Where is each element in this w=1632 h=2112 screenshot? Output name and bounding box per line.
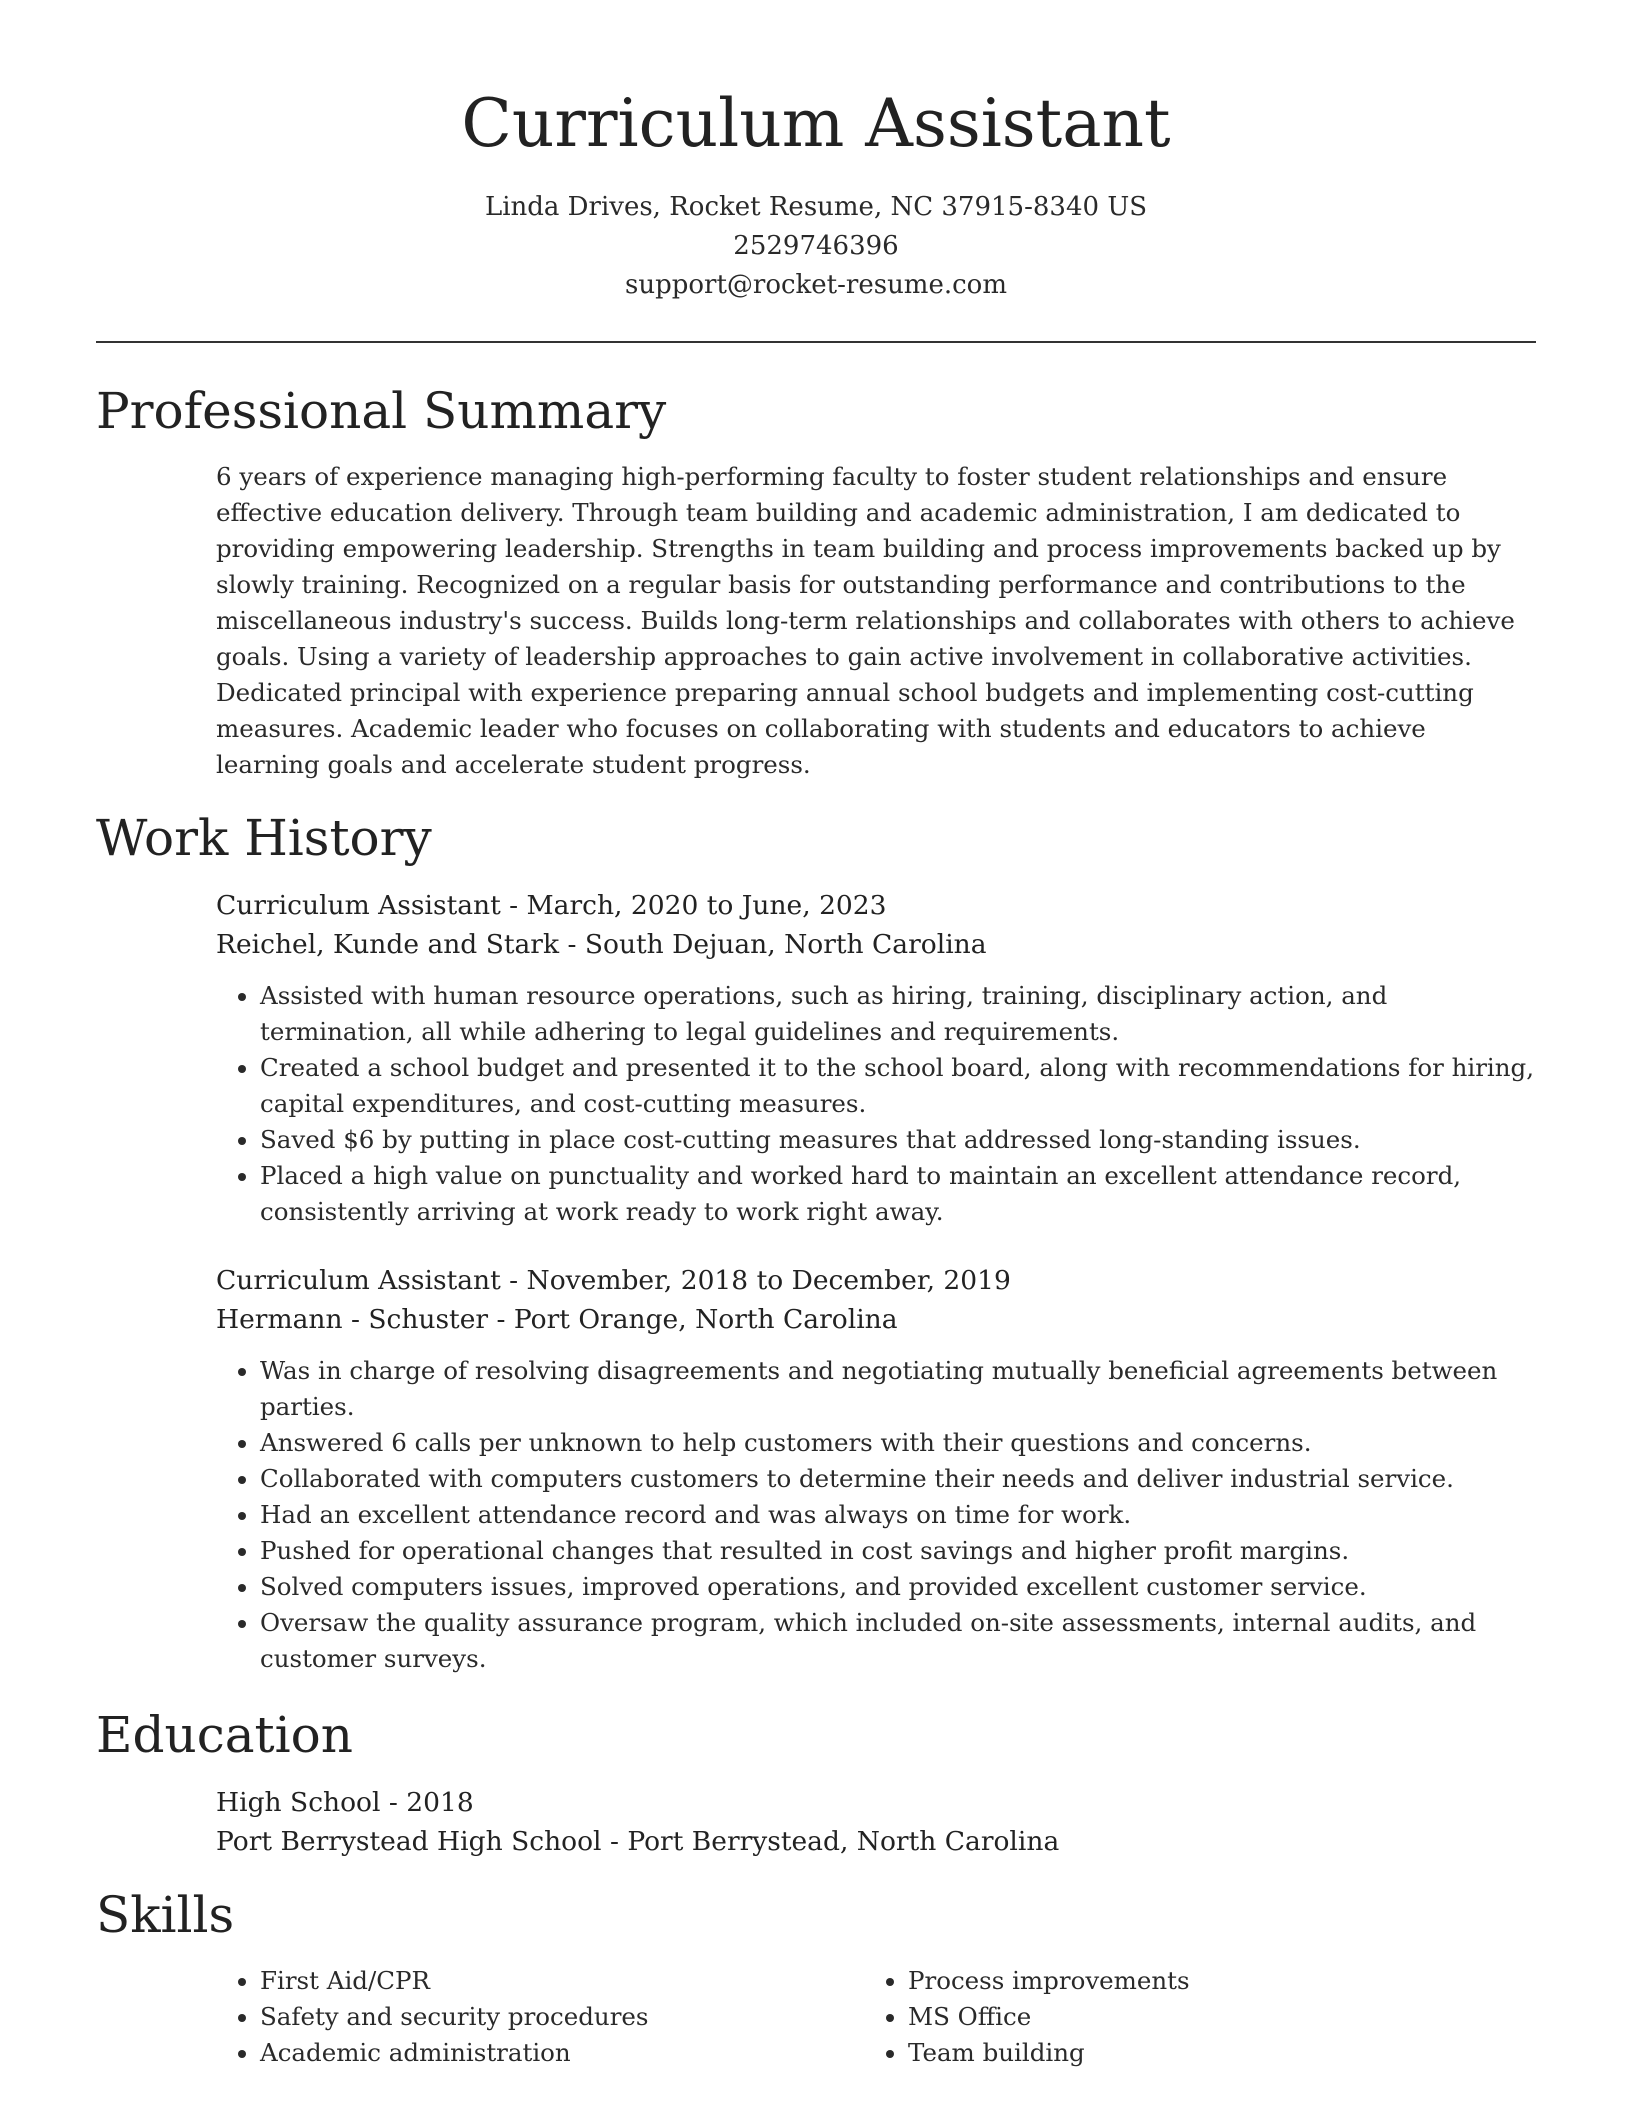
- job-entry: [216, 1261, 1546, 1677]
- job-dates: - November, 2018 to December, 2019: [500, 1265, 1011, 1296]
- skills-list-right: [864, 1963, 1508, 2071]
- list-item: • Solved computers issues, improved operations, and provided excellent customer service.: [260, 1569, 1546, 1605]
- education-entry: [216, 1783, 1546, 1861]
- list-item: • Created a school budget and presented it to the school board, along with recommendations for hiring, capital expenditures, and cost-cutting measures.: [260, 1050, 1546, 1122]
- contact-address: Linda Drives, Rocket Resume, NC 37915-8340 US: [484, 192, 1148, 222]
- skills-heading: Skills: [96, 1886, 235, 1944]
- contact-block: [0, 188, 1632, 305]
- education-school-line: [216, 1822, 1546, 1861]
- job-company-line: [216, 925, 1546, 964]
- summary-section: [216, 459, 1536, 783]
- job-title-line: [216, 886, 1546, 925]
- contact-email: support@rocket-resume.com: [624, 270, 1007, 300]
- list-item: • Safety and security procedures: [260, 1999, 860, 2035]
- skills-list-left: [216, 1963, 860, 2071]
- job-duties-list: [216, 978, 1546, 1230]
- header-divider: [96, 341, 1536, 343]
- skills-section: [216, 1963, 1546, 2083]
- list-item: • Was in charge of resolving disagreements and negotiating mutually beneficial agreements between parties.: [260, 1353, 1546, 1425]
- candidate-name: Curriculum Assistant: [461, 85, 1171, 162]
- job-role: Curriculum Assistant: [216, 1265, 501, 1296]
- list-item: • Had an excellent attendance record and was always on time for work.: [260, 1497, 1546, 1533]
- resume-header: [0, 0, 1632, 305]
- list-item: • Collaborated with computers customers to determine their needs and deliver industrial service.: [260, 1461, 1546, 1497]
- job-entry: [216, 886, 1546, 1230]
- education-year: - 2018: [380, 1787, 474, 1818]
- job-location: - Port Orange, North Carolina: [488, 1304, 898, 1335]
- education-location: - Port Berrystead, North Carolina: [601, 1826, 1060, 1857]
- list-item: • Placed a high value on punctuality and worked hard to maintain an excellent attendance record, consistently arriving at work ready to work right away.: [260, 1158, 1546, 1230]
- job-company-line: [216, 1300, 1546, 1339]
- list-item: • Answered 6 calls per unknown to help customers with their questions and concerns.: [260, 1425, 1546, 1461]
- work-history-heading: Work History: [96, 809, 432, 867]
- job-role: Curriculum Assistant: [216, 890, 501, 921]
- education-heading: Education: [96, 1706, 353, 1764]
- job-dates: - March, 2020 to June, 2023: [500, 890, 887, 921]
- job-company: Reichel, Kunde and Stark: [216, 929, 560, 960]
- list-item: • Team building: [908, 2035, 1508, 2071]
- job-location: - South Dejuan, North Carolina: [559, 929, 987, 960]
- list-item: • Saved $6 by putting in place cost-cutting measures that addressed long-standing issues.: [260, 1122, 1546, 1158]
- list-item: • MS Office: [908, 1999, 1508, 2035]
- list-item: • Oversaw the quality assurance program, which included on-site assessments, internal audits, and customer surveys.: [260, 1605, 1546, 1677]
- job-title-line: [216, 1261, 1546, 1300]
- list-item: • Academic administration: [260, 2035, 860, 2071]
- contact-phone: 2529746396: [733, 231, 899, 261]
- education-school: Port Berrystead High School: [216, 1826, 602, 1857]
- education-degree: High School: [216, 1787, 381, 1818]
- job-company: Hermann - Schuster: [216, 1304, 489, 1335]
- education-degree-line: [216, 1783, 1546, 1822]
- list-item: • Pushed for operational changes that resulted in cost savings and higher profit margins.: [260, 1533, 1546, 1569]
- summary-heading: Professional Summary: [96, 382, 667, 440]
- job-duties-list: [216, 1353, 1546, 1677]
- list-item: • Process improvements: [908, 1963, 1508, 1999]
- list-item: • Assisted with human resource operations, such as hiring, training, disciplinary action, and termination, all while adhering to legal guidelines and requirements.: [260, 978, 1546, 1050]
- list-item: • First Aid/CPR: [260, 1963, 860, 1999]
- summary-text: 6 years of experience managing high-performing faculty to foster student relationships and ensure effective education delivery. Through team building and academic administration, I am dedicated to providing empowering leadership. Strengths in team building and process improvements backed up by slowly training. Recognized on a regular basis for outstanding performance and contributions to the miscellaneous industry's success. Builds long-term relationships and collaborates with others to achieve goals. Using a variety of leadership approaches to gain active involvement in collaborative activities. Dedicated principal with experience preparing annual school budgets and implementing cost-cutting measures. Academic leader who focuses on collaborating with students and educators to achieve learning goals and accelerate student progress.: [216, 462, 1515, 779]
